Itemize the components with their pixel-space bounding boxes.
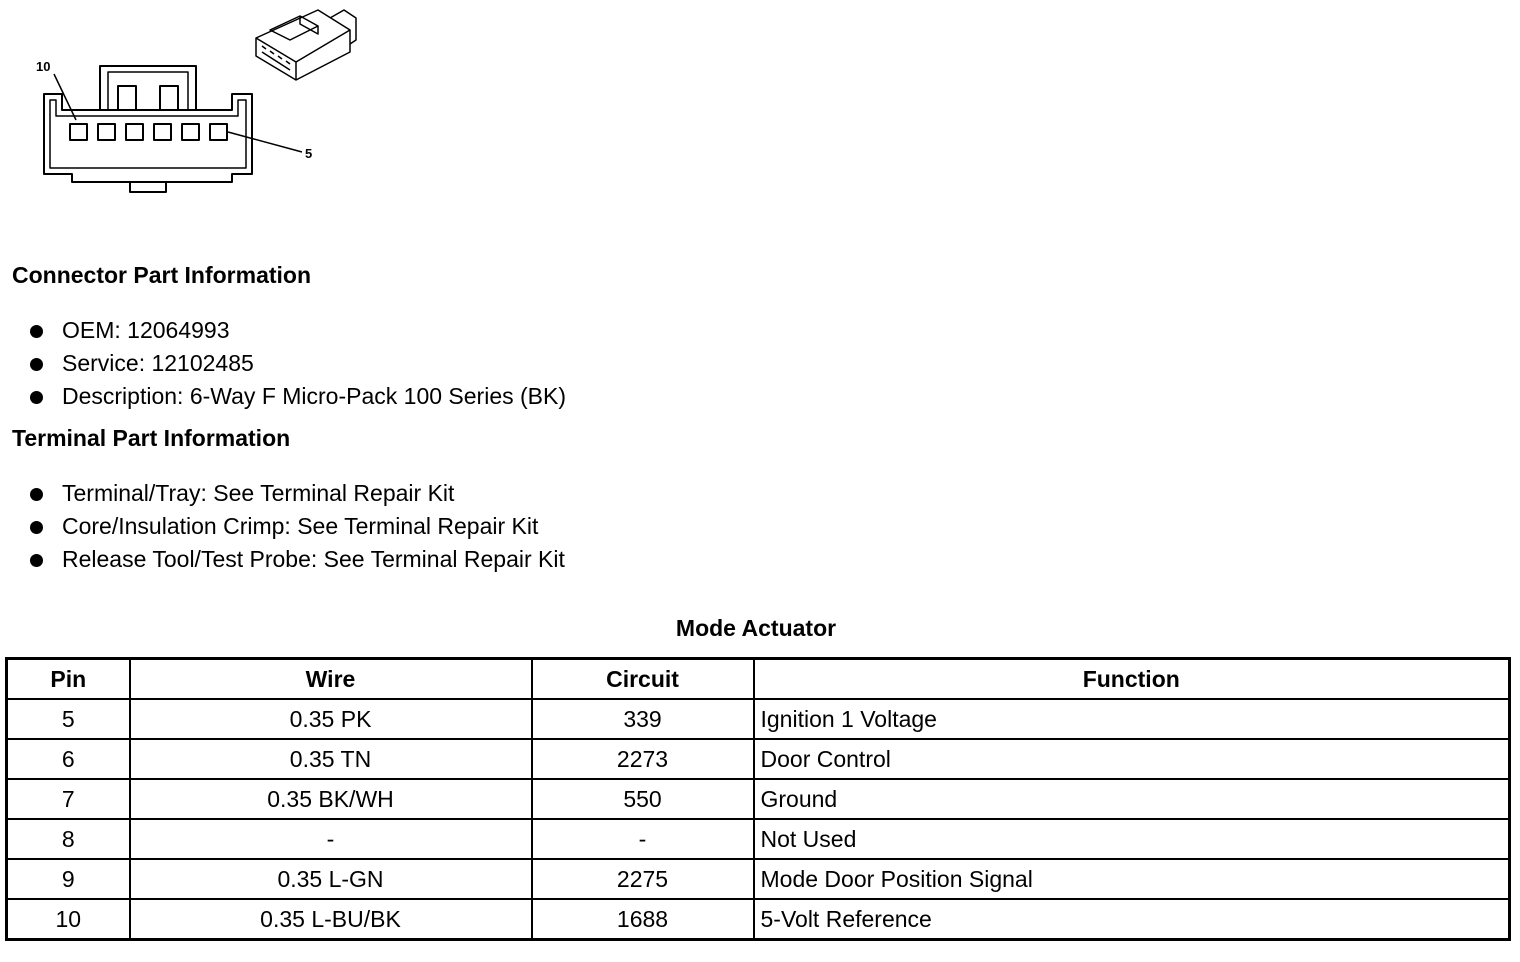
table-header-row bbox=[7, 659, 1510, 700]
table-row bbox=[7, 779, 1510, 819]
cell-pin: 10 bbox=[7, 899, 130, 940]
bullet-icon bbox=[30, 391, 43, 404]
cell-circuit: 2275 bbox=[532, 859, 754, 899]
header-function: Function bbox=[754, 659, 1510, 700]
pin-label-10: 10 bbox=[36, 59, 51, 74]
list-item: Description: 6-Way F Micro-Pack 100 Series (BK) bbox=[30, 380, 566, 413]
cell-pin: 9 bbox=[7, 859, 130, 899]
list-item: Service: 12102485 bbox=[30, 347, 566, 380]
header-circuit: Circuit bbox=[532, 659, 754, 700]
cell-wire: 0.35 L-BU/BK bbox=[130, 899, 532, 940]
table-title: Mode Actuator bbox=[675, 615, 837, 641]
table-row bbox=[7, 899, 1510, 940]
cell-circuit: 2273 bbox=[532, 739, 754, 779]
list-item: OEM: 12064993 bbox=[30, 314, 566, 347]
cell-wire: - bbox=[130, 819, 532, 859]
bullet-icon bbox=[30, 358, 43, 371]
cell-circuit: 1688 bbox=[532, 899, 754, 940]
cell-pin: 8 bbox=[7, 819, 130, 859]
cell-wire: 0.35 PK bbox=[130, 699, 532, 739]
cell-circuit: - bbox=[532, 819, 754, 859]
cell-wire: 0.35 TN bbox=[130, 739, 532, 779]
bullet-icon bbox=[30, 521, 43, 534]
header-wire: Wire bbox=[130, 659, 532, 700]
cell-pin: 6 bbox=[7, 739, 130, 779]
cell-pin: 5 bbox=[7, 699, 130, 739]
list-item: Terminal/Tray: See Terminal Repair Kit bbox=[30, 477, 565, 510]
header-pin: Pin bbox=[7, 659, 130, 700]
cell-function: 5-Volt Reference bbox=[754, 899, 1510, 940]
bullet-icon bbox=[30, 554, 43, 567]
connector-diagram bbox=[0, 0, 380, 210]
table-row bbox=[7, 739, 1510, 779]
terminal-info-title: Terminal Part Information bbox=[12, 425, 291, 451]
cell-circuit: 550 bbox=[532, 779, 754, 819]
table-row bbox=[7, 819, 1510, 859]
cell-wire: 0.35 L-GN bbox=[130, 859, 532, 899]
cell-function: Not Used bbox=[754, 819, 1510, 859]
cell-wire: 0.35 BK/WH bbox=[130, 779, 532, 819]
table-row bbox=[7, 699, 1510, 739]
connector-front-view bbox=[44, 66, 302, 192]
cell-function: Ground bbox=[754, 779, 1510, 819]
pin-table bbox=[5, 657, 1511, 941]
cell-function: Mode Door Position Signal bbox=[754, 859, 1510, 899]
terminal-info-list bbox=[30, 477, 565, 576]
list-item: Release Tool/Test Probe: See Terminal Repair Kit bbox=[30, 543, 565, 576]
connector-info-title: Connector Part Information bbox=[12, 262, 312, 288]
cell-pin: 7 bbox=[7, 779, 130, 819]
pin-label-5: 5 bbox=[305, 146, 313, 161]
bullet-icon bbox=[30, 325, 43, 338]
cell-function: Ignition 1 Voltage bbox=[754, 699, 1510, 739]
connector-isometric-view bbox=[256, 10, 356, 80]
cell-circuit: 339 bbox=[532, 699, 754, 739]
bullet-icon bbox=[30, 488, 43, 501]
table-row bbox=[7, 859, 1510, 899]
list-item: Core/Insulation Crimp: See Terminal Repair Kit bbox=[30, 510, 565, 543]
cell-function: Door Control bbox=[754, 739, 1510, 779]
connector-info-list bbox=[30, 314, 566, 413]
